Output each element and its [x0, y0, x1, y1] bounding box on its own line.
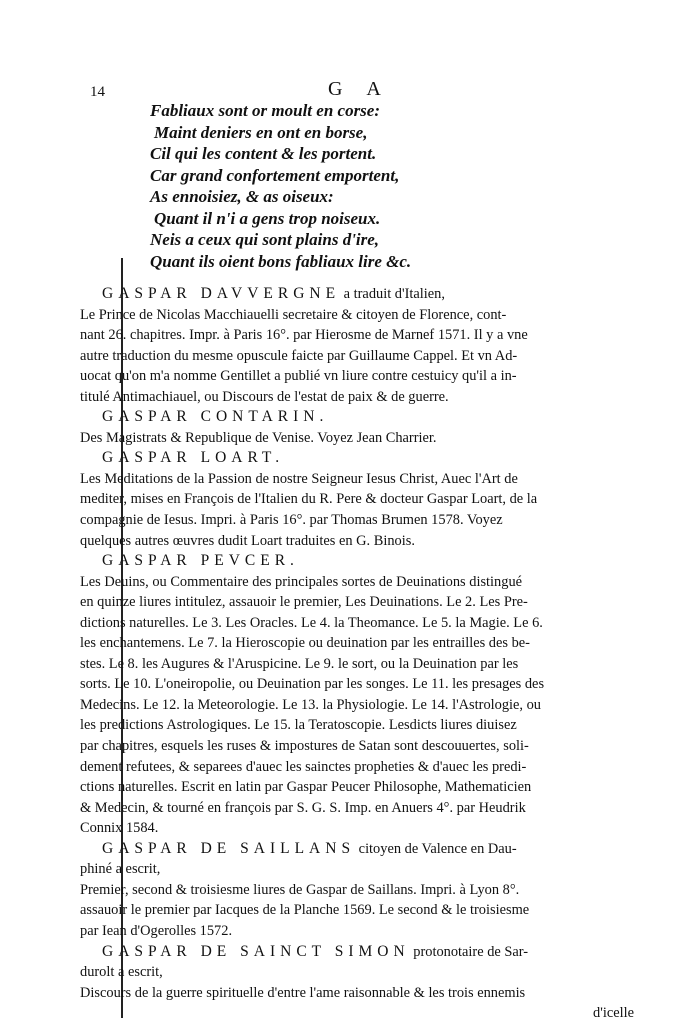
- entry-line: les predictions Astrologiques. Le 15. la Teratoscopie. Lesdicts liures diuisez: [80, 717, 517, 734]
- entry-name: GASPAR DAVVERGNE: [102, 285, 341, 302]
- entry-line: phiné a escrit,: [80, 861, 161, 878]
- entry-line: ctions naturelles. Escrit en latin par Gaspar Peucer Philosophe, Mathematicien: [80, 779, 532, 796]
- verse-line: Quant ils oient bons fabliaux lire &c.: [150, 251, 412, 271]
- entry-line: Premier, second & troisiesme liures de Gaspar de Saillans. Impri. à Lyon 8°.: [80, 881, 520, 898]
- entries-body: [80, 284, 640, 1024]
- verse-block: [150, 100, 411, 272]
- entry-name: GASPAR PEVCER.: [102, 552, 299, 570]
- entry-line: Les Meditations de la Passion de nostre Seigneur Iesus Christ, Auec l'Art de: [80, 470, 518, 487]
- verse-line: Fabliaux sont or moult en corse:: [150, 101, 381, 120]
- entry-name: GASPAR LOART.: [102, 449, 285, 467]
- entry-line: dement refutees, & separees d'auec les sainctes propheties & d'auec les predi-: [80, 758, 527, 775]
- entry-heading: [80, 407, 640, 428]
- entry-line: stes. Le 8. les Augures & l'Aruspicine. Le 9. le sort, ou la Deuination par les: [80, 655, 519, 672]
- verse-line: Neis a ceux qui sont plains d'ire,: [150, 230, 380, 249]
- entry-line: sorts. Le 10. L'oneiropolie, ou Deuination par les songes. Le 11. les presages des: [80, 676, 545, 693]
- entry-line: durolt a escrit,: [80, 964, 163, 981]
- entry-line: assauoir le premier par Iacques de la Planche 1569. Le second & le troisiesme: [80, 902, 530, 919]
- entry-heading-rest: protonotaire de Sar-: [409, 943, 529, 960]
- entry-line: Medecins. Le 12. la Meteorologie. Le 13. la Physiologie. Le 14. l'Astrologie, ou: [80, 696, 541, 713]
- entry-line: Des Magistrats & Republique de Venise. Voyez Jean Charrier.: [80, 429, 437, 446]
- entry-line: en quinze liures intitulez, assauoir le premier, Les Deuinations. Le 2. Les Pre-: [80, 594, 528, 611]
- entry-line: uocat qu'on m'a nomme Gentillet a publié vn liure contre cestuicy qu'il a in-: [80, 368, 517, 385]
- page-number: 14: [90, 84, 105, 100]
- entry-line: Les Deuins, ou Commentaire des principales sortes de Deuinations distingué: [80, 573, 523, 590]
- entry-line: titulé Antimachiauel, ou Discours de l'estat de paix & de guerre.: [80, 388, 449, 405]
- entry-heading: [80, 448, 640, 469]
- verse-line: Quant il n'i a gens trop noiseux.: [154, 208, 381, 228]
- entry-line: Discours de la guerre spirituelle d'entre l'ame raisonnable & les trois ennemis: [80, 984, 526, 1001]
- entry-line: dictions naturelles. Le 3. Les Oracles. Le 4. la Theomance. Le 5. la Magie. Le 6.: [80, 614, 543, 631]
- entry-heading: [80, 284, 640, 305]
- entry-line: & Medecin, & tourné en françois par S. G. S. Imp. en Anuers 4°. par Heudrik: [80, 799, 526, 816]
- entry-heading: [80, 551, 640, 572]
- entry-line: par chapitres, esquels les ruses & impostures de Satan sont descouuertes, soli-: [80, 738, 529, 755]
- entry-line: Le Prince de Nicolas Macchiauelli secretaire & citoyen de Florence, cont-: [80, 306, 507, 323]
- verse-line: Maint deniers en ont en borse,: [154, 122, 368, 142]
- verse-line: Car grand confortement emportent,: [150, 165, 400, 185]
- verse-line: As ennoisiez, & as oiseux:: [150, 187, 334, 206]
- entry-line: Connix 1584.: [80, 820, 159, 837]
- running-head: G A: [328, 78, 391, 100]
- entry-line: quelques autres œuvres dudit Loart traduites en G. Binois.: [80, 532, 415, 549]
- entry-line: compagnie de Iesus. Impri. à Paris 16°. par Thomas Brumen 1578. Voyez: [80, 512, 503, 529]
- entry-heading: [80, 839, 640, 860]
- entry-name: GASPAR CONTARIN.: [102, 408, 329, 426]
- entry-name: GASPAR DE SAILLANS: [102, 839, 356, 857]
- entry-heading-rest: citoyen de Valence en Dau-: [355, 840, 517, 857]
- entry-line: d'icelle: [593, 1005, 634, 1022]
- entry-line: par Iean d'Ogerolles 1572.: [80, 922, 233, 939]
- entry-heading: [80, 942, 640, 963]
- entry-name: GASPAR DE SAINCT SIMON: [102, 942, 410, 960]
- verse-line: Cil qui les content & les portent.: [150, 144, 377, 163]
- entry-line: les enchantemens. Le 7. la Hieroscopie ou deuination par les entrailles des be-: [80, 635, 530, 652]
- entry-line: autre traduction du mesme opuscule faicte par Guillaume Cappel. Et vn Ad-: [80, 347, 518, 364]
- entry-line: mediter, mises en François de l'Italien du R. Pere & docteur Gaspar Loart, de la: [80, 491, 538, 508]
- entry-line: nant 26. chapitres. Impr. à Paris 16°. par Hierosme de Marnef 1571. Il y a vne: [80, 327, 528, 344]
- entry-heading-rest: a traduit d'Italien,: [340, 286, 445, 302]
